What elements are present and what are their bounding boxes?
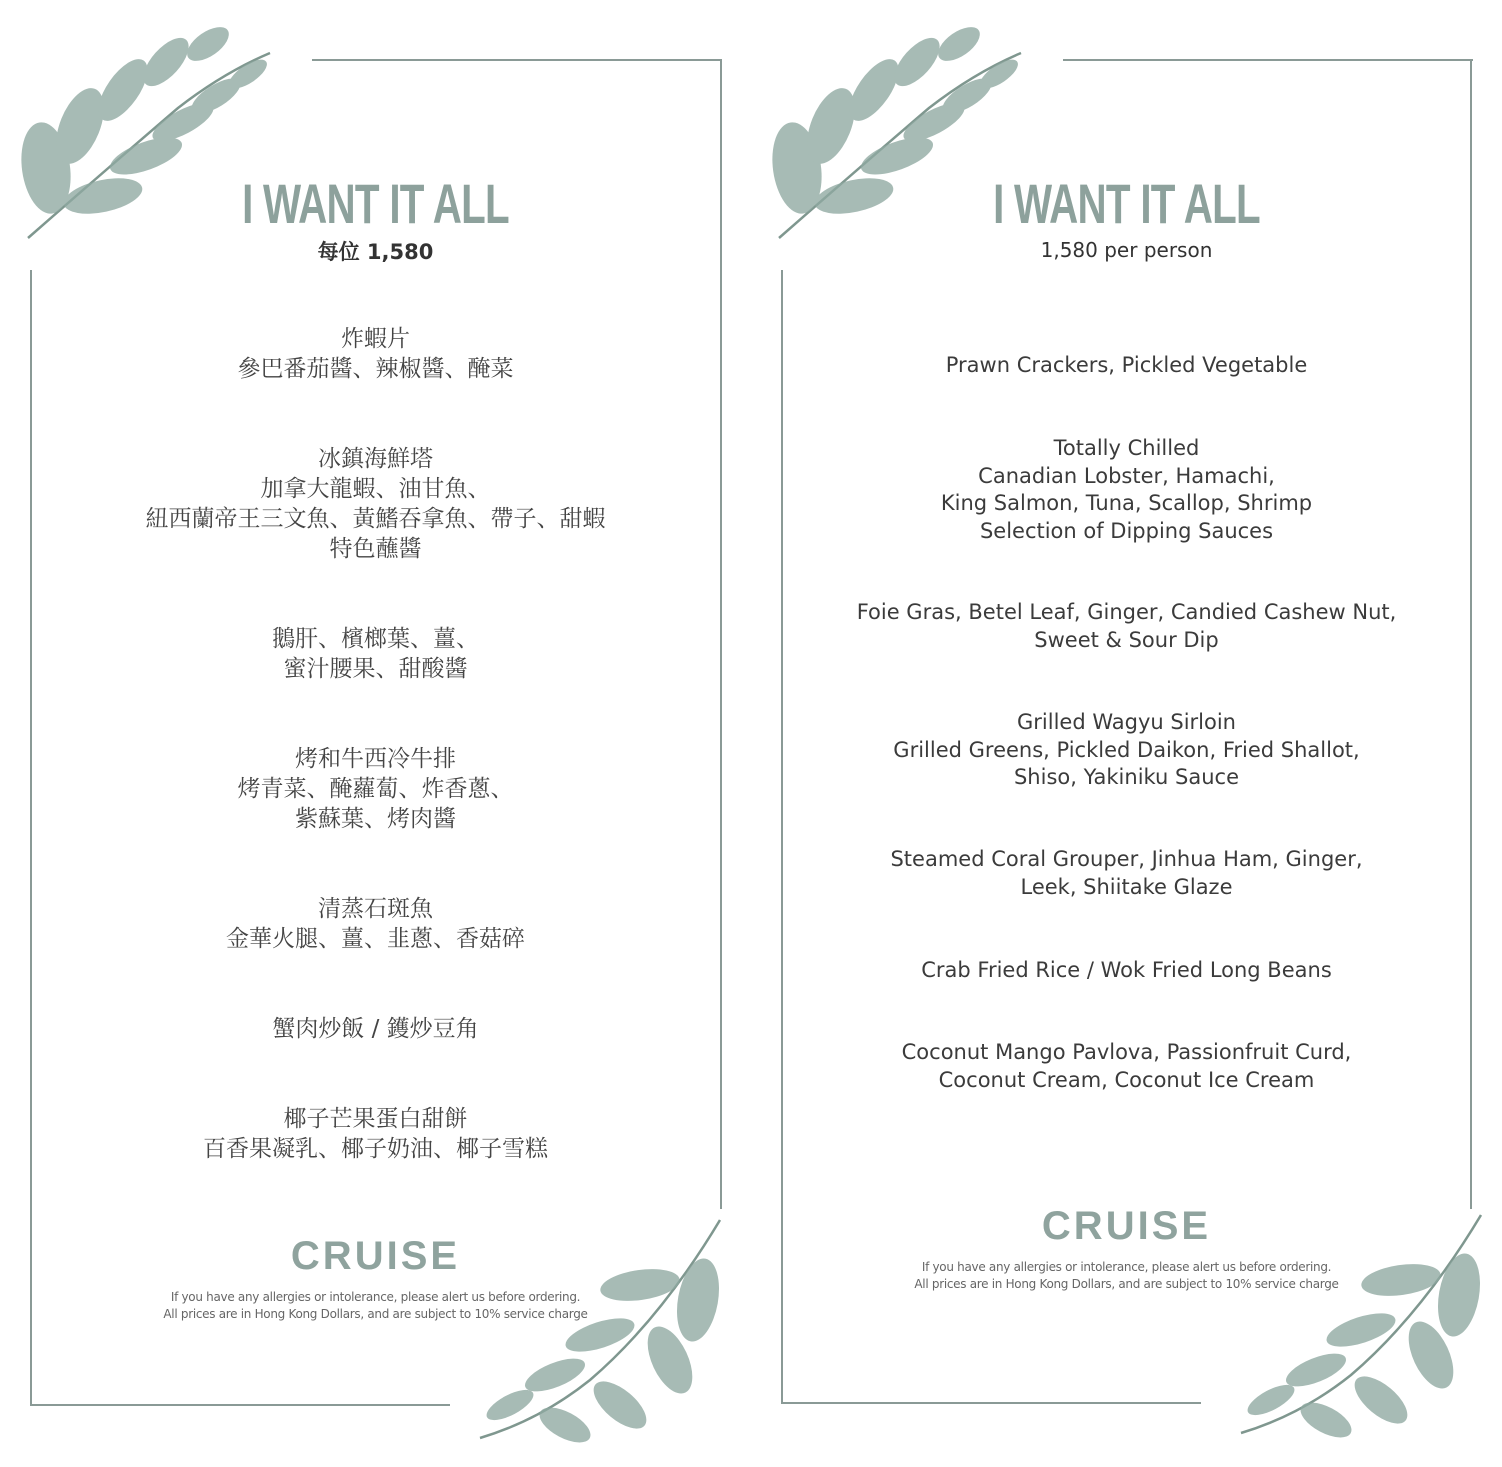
course-item: [751, 599, 1502, 654]
course-line: Selection of Dipping Sauces: [979, 518, 1274, 543]
frame-bottom-line: [30, 1404, 450, 1406]
course-line: Coconut Cream, Coconut Ice Cream: [938, 1067, 1315, 1092]
footer-note-line: If you have any allergies or intolerance, please alert us before ordering.: [921, 1260, 1332, 1274]
course-line: 烤和牛西冷牛排: [295, 746, 456, 772]
course-line: 參巴番茄醬、辣椒醬、醃菜: [237, 356, 514, 382]
course-line: Foie Gras, Betel Leaf, Ginger, Candied Cashew Nut,: [856, 600, 1397, 624]
course-line: Coconut Mango Pavlova, Passionfruit Curd,: [901, 1040, 1352, 1064]
course-item: [0, 444, 751, 564]
menu-price: 1,580 per person: [1040, 238, 1213, 262]
course-line: 椰子芒果蛋白甜餅: [283, 1106, 468, 1132]
course-line: Steamed Coral Grouper, Jinhua Ham, Ginger,: [890, 847, 1363, 871]
course-line: 特色蘸醬: [329, 536, 422, 562]
course-line: Totally Chilled: [1053, 436, 1200, 460]
course-item: [0, 1014, 751, 1044]
course-line: 紐西蘭帝王三文魚、黃鰭吞拿魚、帶子、甜蝦: [145, 506, 606, 532]
course-line: 炸蝦片: [341, 326, 410, 352]
course-line: 紫蘇葉、烤肉醬: [295, 806, 456, 832]
course-line: 烤青菜、醃蘿蔔、炸香蔥、: [237, 776, 514, 802]
menu-price: 每位 1,580: [317, 240, 434, 264]
course-item: [751, 709, 1502, 792]
course-item: [0, 894, 751, 954]
course-item: [0, 744, 751, 834]
course-line: 清蒸石斑魚: [318, 896, 433, 922]
course-item: [0, 324, 751, 384]
eucalyptus-leaf-icon: [470, 1210, 740, 1450]
menu-title: I WANT IT ALL: [993, 172, 1260, 235]
course-line: Grilled Greens, Pickled Daikon, Fried Shallot,: [893, 737, 1360, 762]
course-line: King Salmon, Tuna, Scallop, Shrimp: [940, 491, 1313, 515]
course-line: 百香果凝乳、椰子奶油、椰子雪糕: [203, 1136, 548, 1162]
course-item: [0, 624, 751, 684]
course-item: [751, 435, 1502, 545]
course-line: Canadian Lobster, Hamachi,: [978, 463, 1275, 488]
course-line: 冰鎮海鮮塔: [318, 446, 433, 472]
menu-card-english: [751, 0, 1502, 1467]
course-line: 蜜汁腰果、甜酸醬: [283, 656, 468, 682]
frame-top-line: [1063, 59, 1473, 61]
footer-note-line: All prices are in Hong Kong Dollars, and are subject to 10% service charge: [914, 1277, 1339, 1291]
frame-top-line: [312, 59, 722, 61]
footer-note-line: All prices are in Hong Kong Dollars, and are subject to 10% service charge: [163, 1307, 588, 1321]
course-line: Leek, Shiitake Glaze: [1020, 874, 1233, 899]
course-item: [751, 846, 1502, 901]
course-item: [751, 352, 1502, 380]
eucalyptus-leaf-icon: [1231, 1205, 1501, 1445]
course-item: [751, 957, 1502, 985]
course-line: 金華火腿、薑、韭蔥、香菇碎: [226, 926, 525, 952]
cruise-logo: CRUISE: [1041, 1204, 1212, 1248]
course-line: 蟹肉炒飯 / 鑊炒豆角: [272, 1016, 479, 1042]
course-item: [0, 1104, 751, 1164]
footer-note-line: If you have any allergies or intolerance, please alert us before ordering.: [170, 1290, 581, 1304]
frame-bottom-line: [781, 1402, 1201, 1404]
course-line: 鵝肝、檳榔葉、薑、: [272, 626, 479, 652]
menu-title: I WANT IT ALL: [242, 172, 509, 235]
course-line: Prawn Crackers, Pickled Vegetable: [945, 353, 1308, 377]
course-line: Sweet & Sour Dip: [1034, 627, 1219, 652]
course-line: 加拿大龍蝦、油甘魚、: [260, 476, 491, 502]
course-line: Shiso, Yakiniku Sauce: [1013, 765, 1240, 789]
cruise-logo: CRUISE: [290, 1234, 461, 1278]
course-line: Crab Fried Rice / Wok Fried Long Beans: [921, 958, 1332, 982]
course-line: Grilled Wagyu Sirloin: [1017, 710, 1236, 734]
course-item: [751, 1039, 1502, 1094]
